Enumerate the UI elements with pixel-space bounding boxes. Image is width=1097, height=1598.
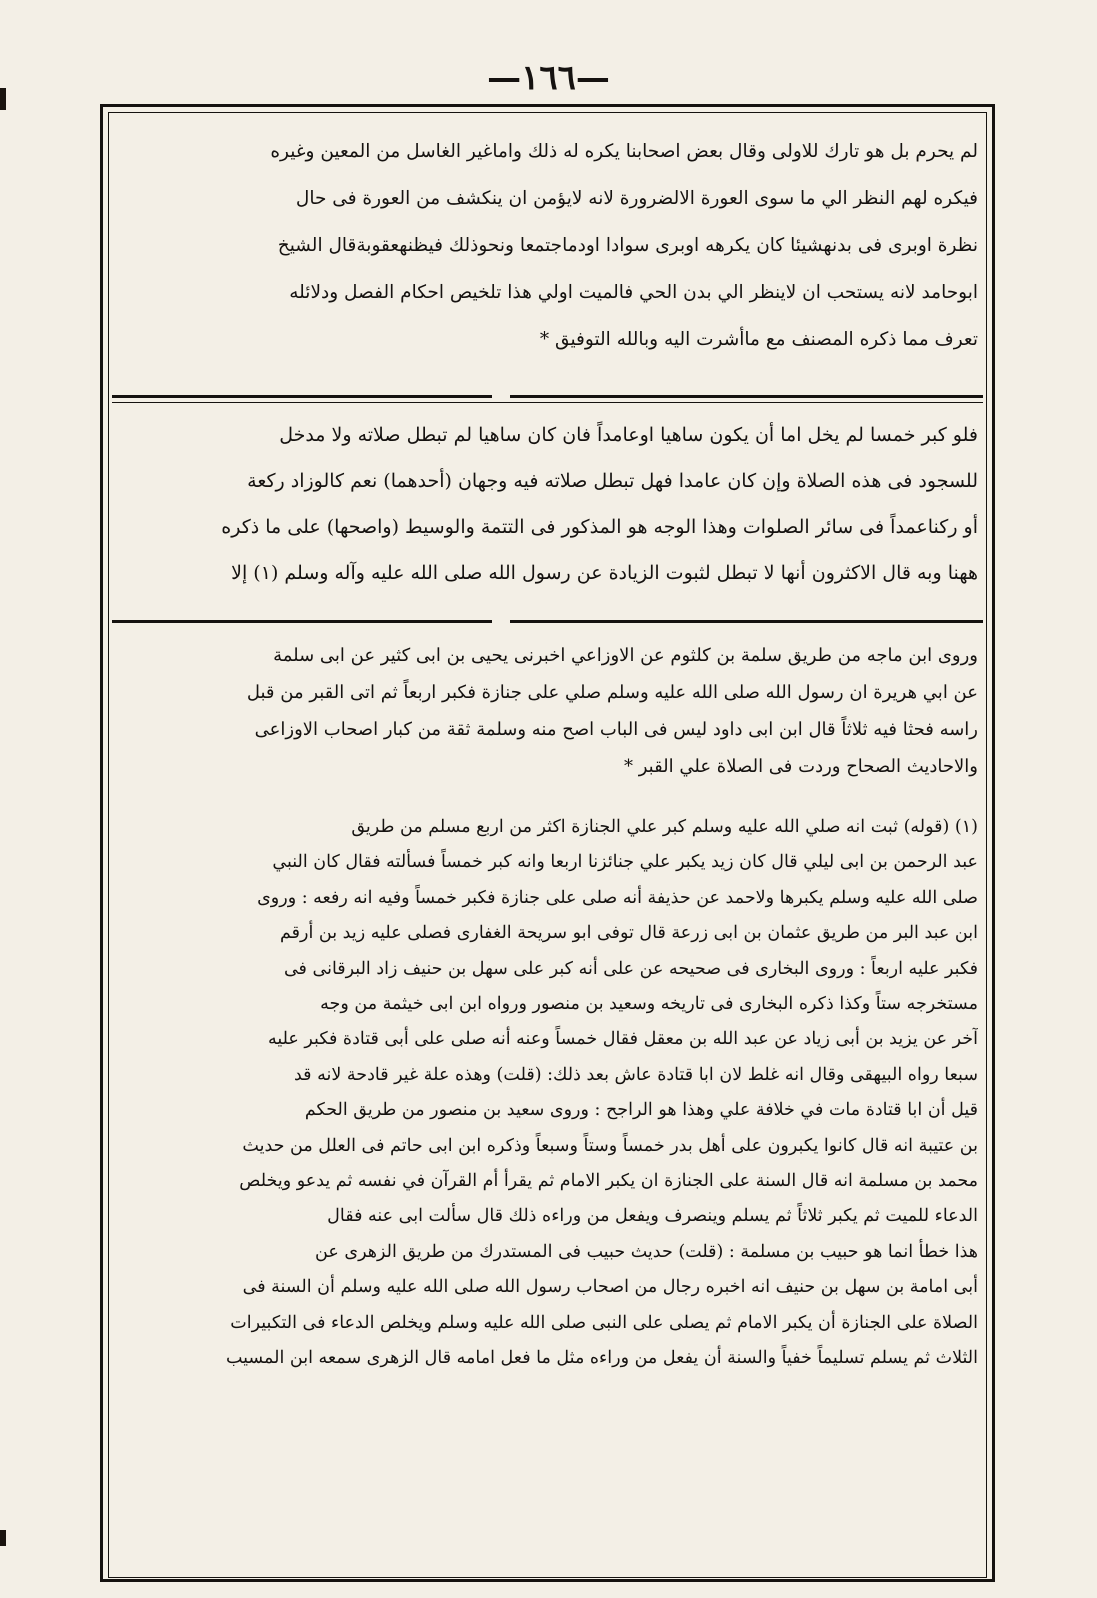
- text-line: ابن عبد البر من طريق عثمان بن ابى زرعة قال توفى ابو سريحة الغفارى فصلى عليه زيد بن أرقم: [280, 923, 978, 944]
- text-line: فلو كبر خمسا لم يخل اما أن يكون ساهيا اوعامداً فان كان ساهيا لم تبطل صلاته ولا مدخل: [279, 424, 978, 446]
- text-section-footnote: [118, 810, 978, 1377]
- text-line: (١) (قوله) ثبت انه صلي الله عليه وسلم كبر علي الجنازة اكثر من اربع مسلم من طريق: [351, 817, 978, 837]
- text-line: قيل أن ابا قتادة مات في خلافة علي وهذا هو الراجح : وروى سعيد بن منصور من طريق الحكم: [304, 1100, 978, 1121]
- section-divider: [510, 620, 983, 623]
- text-line: فكبر عليه اربعاً : وروى البخارى فى صحيحه عن على أنه كبر على سهل بن حنيف زاد البرقانى فى: [283, 958, 978, 979]
- text-line: مستخرجه ستاً وكذا ذكره البخارى فى تاريخه وسعيد بن منصور ورواه ابن ابى خيثمة من وجه: [320, 994, 978, 1015]
- text-line: أو ركناعمداً فى سائر الصلوات وهذا الوجه هو المذكور فى التتمة والوسيط (واصحها) على ما ذكره: [221, 516, 978, 538]
- text-section-main-body: [118, 412, 978, 596]
- text-line: الثلاث ثم يسلم تسليماً خفياً والسنة أن يفعل من وراءه مثل ما فعل امامه قال الزهرى سمعه ابن المسيب: [225, 1348, 978, 1369]
- text-line: ههنا وبه قال الاكثرون أنها لا تبطل لثبوت الزيادة عن رسول الله صلى الله عليه وآله وسلم (١) إلا: [231, 562, 978, 584]
- text-line: ابوحامد لانه يستحب ان لاينظر الي بدن الحي فالميت اولي هذا تلخيص احكام الفصل ودلائله: [289, 282, 978, 303]
- page-number: —١٦٦—: [487, 58, 610, 98]
- text-line: راسه فحثا فيه ثلاثاً قال ابن ابى داود ليس فى الباب اصح منه وسلمة ثقة من كبار اصحاب الاوزاعى: [254, 719, 978, 740]
- text-line: نظرة اوبرى فى بدنهشيئا كان يكرهه اوبرى سوادا اودماجتمعا ونحوذلك فيظنهعقوبةقال الشيخ: [277, 235, 978, 256]
- text-line: للسجود فى هذه الصلاة وإن كان عامدا فهل تبطل صلاته فيه وجهان (أحدهما) نعم كالوزاد ركعة: [247, 470, 978, 492]
- text-line: وروى ابن ماجه من طريق سلمة بن كلثوم عن الاوزاعي اخبرنى يحيى بن ابى كثير عن ابى سلمة: [273, 645, 978, 666]
- text-line: هذا خطأ انما هو حبيب بن مسلمة : (قلت) حديث حبيب فى المستدرك من طريق الزهرى عن: [315, 1241, 978, 1262]
- section-divider: [510, 395, 983, 398]
- text-line: عبد الرحمن بن ابى ليلي قال كان زيد يكبر علي جنائزنا اربعا وانه كبر خمساً فسألته فقال كان النبي: [272, 852, 978, 873]
- text-line: الصلاة على الجنازة أن يكبر الامام ثم يصلى على النبى صلى الله عليه وسلم ويخلص الدعاء فى التكبيرات: [230, 1312, 978, 1333]
- section-divider: [112, 620, 492, 623]
- section-divider-thin: [112, 402, 983, 403]
- text-line: لم يحرم بل هو تارك للاولى وقال بعض اصحابنا يكره له ذلك واماغير الغاسل من المعين وغيره: [270, 141, 978, 162]
- text-line: فيكره لهم النظر الي ما سوى العورة الالضرورة لانه لايؤمن ان ينكشف من العورة فى حال: [295, 188, 978, 209]
- scan-edge-mark: [0, 1530, 6, 1546]
- text-line: عن ابي هريرة ان رسول الله صلى الله عليه وسلم صلي على جنازة فكبر اربعاً ثم اتى القبر من قبل: [246, 682, 978, 703]
- text-line: تعرف مما ذكره المصنف مع ماأشرت اليه وبالله التوفيق *: [539, 329, 978, 350]
- text-line: صلى الله عليه وسلم يكبرها ولاحمد عن حذيفة أنه صلى على جنازة فكبر خمساً وفيه انه رفعه : وروى: [257, 887, 978, 908]
- text-line: سبعا رواه البيهقى وقال انه غلط لان ابا قتادة عاش بعد ذلك: (قلت) وهذه علة غير قادحة لانه قد: [293, 1064, 978, 1085]
- text-line: محمد بن مسلمة انه قال السنة على الجنازة ان يكبر الامام ثم يقرأ أم القرآن في نفسه ثم يدعو ويخلص: [239, 1171, 978, 1192]
- text-section-main-top: [118, 128, 978, 363]
- text-line: الدعاء للميت ثم يكبر ثلاثاً ثم يسلم وينصرف ويفعل من وراءه ذلك قال سألت ابى عنه فقال: [327, 1206, 978, 1227]
- text-line: بن عتيبة انه قال كانوا يكبرون على أهل بدر خمساً وستاً وسبعاً وذكره ابن ابى حاتم فى العلل من حديث: [242, 1135, 978, 1156]
- text-section-commentary: [118, 637, 978, 785]
- text-line: آخر عن يزيد بن أبى زياد عن عبد الله بن معقل فقال خمساً وعنه أنه صلى على أبى قتادة فكبر عليه: [267, 1029, 978, 1050]
- section-divider: [112, 395, 492, 398]
- text-line: أبى امامة بن سهل بن حنيف انه اخبره رجال من اصحاب رسول الله صلى الله عليه وسلم أن السنة فى: [242, 1277, 978, 1298]
- text-line: والاحاديث الصحاح وردت فى الصلاة علي القبر *: [623, 756, 978, 777]
